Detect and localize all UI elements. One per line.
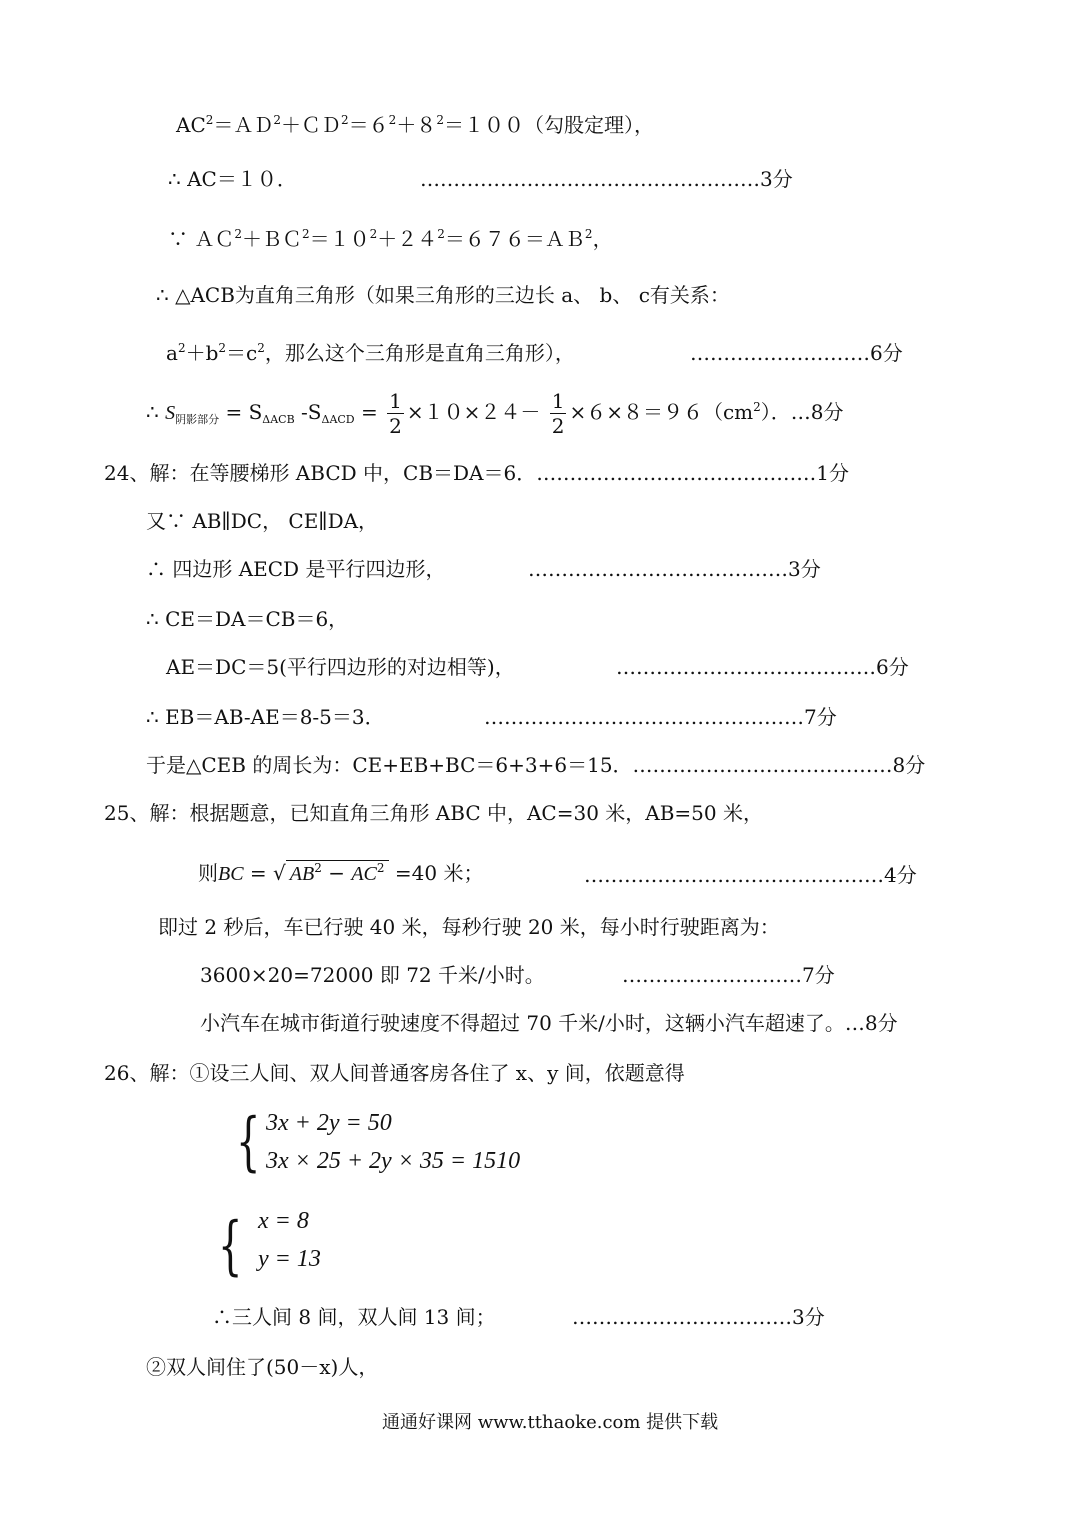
eq-because: ∵ $AC^2+BC^2=10^2+24^2=676=AB^2$， — [168, 227, 613, 251]
p26-line4: ②双人间住了(50－x)人， — [146, 1355, 379, 1379]
score-dots: ………………………………………4分 — [584, 863, 917, 887]
solution-brace: { — [218, 1209, 243, 1283]
pythagorean-relation: $a^2+b^2=c^2$，那么这个三角形是直角三角形）， — [166, 341, 575, 365]
shaded-area-eq: ∴ $S_{阴影部分} = S_{\Delta ACB}$ $-S_{\Delta ACD}$ = $\frac{1}{2}$ ×１０×２４－ $\frac{1}{2}$ $\times 6\times 8=96(cm^2)$．…8分 — [146, 389, 844, 438]
score-dots: ……………………………………………3分 — [420, 167, 793, 191]
solution-y: y = 13 — [258, 1246, 321, 1272]
p24-line6: ∴ EB＝AB-AE＝8-5＝3． — [146, 705, 385, 729]
right-triangle-statement: ∴ △ACB为直角三角形（如果三角形的三边长 a、 b、 c有关系： — [156, 283, 730, 307]
ac-result: ∴ AC＝１０． — [168, 167, 297, 191]
score-dots: …………………………………3分 — [528, 557, 821, 581]
eq-pythagoras: $AC^2=AD^2+CD^2=6^2+8^2=100$（勾股定理）， — [176, 113, 654, 137]
score-dots: ………………………6分 — [690, 341, 903, 365]
p26-line1: 26、解：①设三人间、双人间普通客房各住了 x、y 间，依题意得 — [104, 1061, 685, 1085]
footer-note: 通通好课网 www.tthaoke.com 提供下载 — [382, 1412, 719, 1433]
p25-line4: 3600×20=72000 即 72 千米/小时。 — [200, 963, 545, 987]
p25-bc-eq: 则BC = √ $AB^2 - AC^2 =40$ 米； — [198, 861, 484, 885]
p24-line4: ∴ CE＝DA＝CB＝6， — [146, 607, 349, 631]
p24-line2: 又∵ AB∥DC， CE∥DA， — [146, 509, 379, 533]
score-dots: …………………………………………7分 — [484, 705, 837, 729]
system-eq1: 3x + 2y = 50 — [266, 1110, 392, 1136]
p25-line5: 小汽车在城市街道行驶速度不得超过 70 千米/小时，这辆小汽车超速了。…8分 — [200, 1011, 898, 1035]
p24-line3: ∴ 四边形 AECD 是平行四边形， — [146, 557, 446, 581]
score-dots: ……………………………3分 — [572, 1305, 825, 1329]
p25-line3: 即过 2 秒后，车已行驶 40 米，每秒行驶 20 米，每小时行驶距离为： — [158, 915, 780, 939]
p26-line3: ∴三人间 8 间，双人间 13 间； — [212, 1305, 496, 1329]
score-dots: …………………………………6分 — [616, 655, 909, 679]
system-brace: { — [236, 1105, 261, 1179]
p25-line1: 25、解：根据题意，已知直角三角形 ABC 中，AC=30 米，AB=50 米， — [104, 801, 763, 825]
system-eq2: 3x × 25 + 2y × 35 = 1510 — [266, 1148, 521, 1174]
solution-x: x = 8 — [258, 1208, 309, 1234]
score-dots: ………………………7分 — [622, 963, 835, 987]
p24-line5: AE＝DC＝5(平行四边形的对边相等)， — [166, 655, 515, 679]
p24-line7: 于是△CEB 的周长为：CE+EB+BC＝6+3+6＝15．…………………………………8分 — [146, 753, 926, 777]
p24-line1: 24、解：在等腰梯形 ABCD 中，CB＝DA＝6．……………………………………1分 — [104, 461, 849, 485]
